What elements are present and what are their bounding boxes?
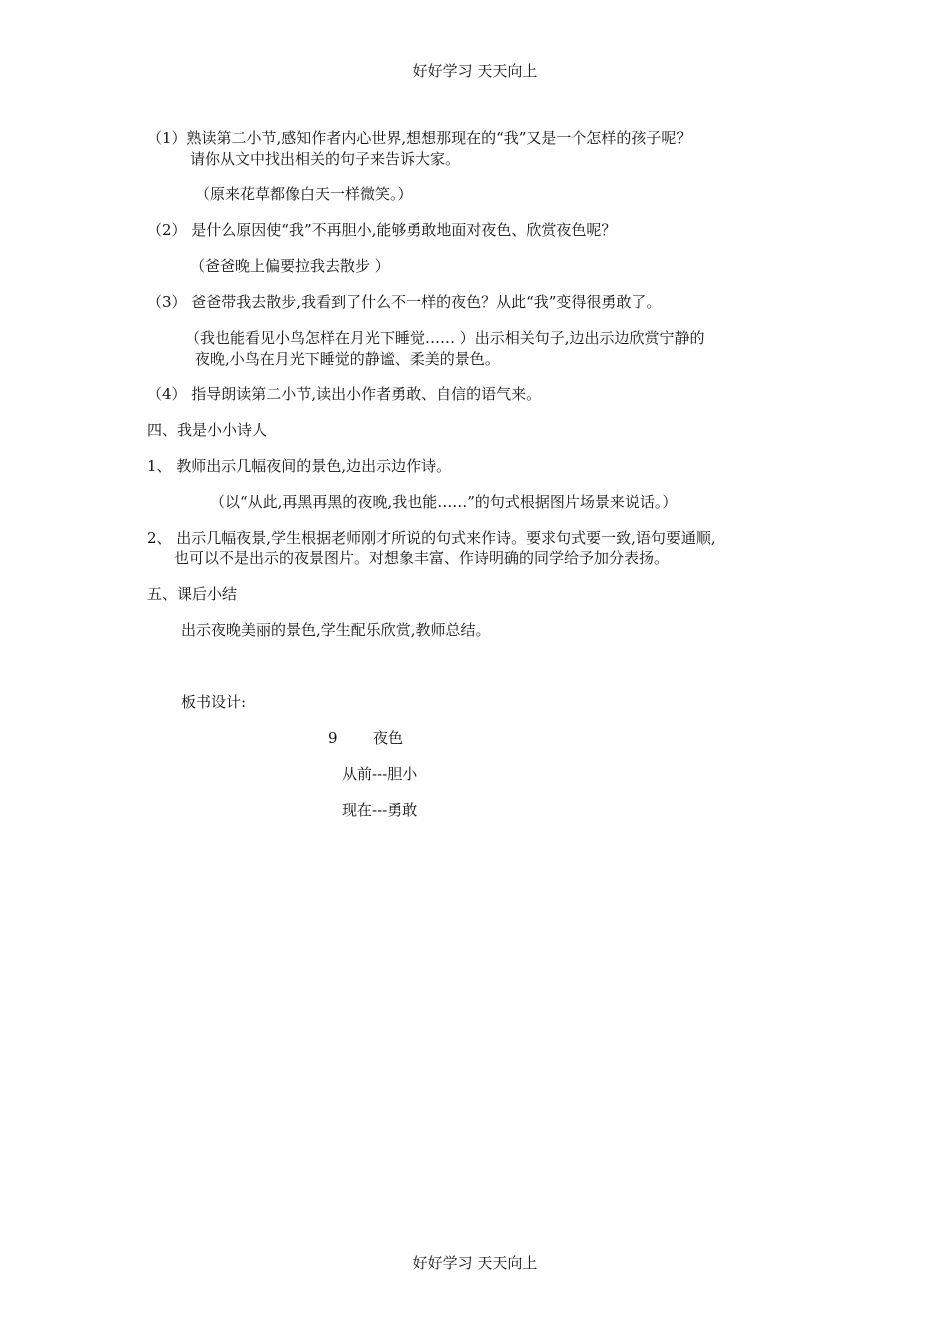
board-lesson-number: 9 bbox=[328, 729, 338, 747]
text-line-question-1-cont: 请你从文中找出相关的句子来告诉大家。 bbox=[190, 150, 461, 168]
text-line-answer-3: （我也能看见小鸟怎样在月光下睡觉…… ）出示相关句子,边出示边欣赏宁静的 bbox=[185, 329, 705, 347]
text-line-answer-2: （爸爸晚上偏要拉我去散步 ） bbox=[190, 257, 390, 275]
text-line-item-2: 2、 出示几幅夜景,学生根据老师刚才所说的句式来作诗。要求句式要一致,语句要通顺, bbox=[147, 529, 716, 547]
text-line-answer-3-cont: 夜晚,小鸟在月光下睡觉的静谧、柔美的景色。 bbox=[195, 350, 500, 368]
section-heading-5: 五、课后小结 bbox=[147, 585, 238, 603]
text-line-summary: 出示夜晚美丽的景色,学生配乐欣赏,教师总结。 bbox=[181, 621, 491, 639]
board-line-now: 现在---勇敢 bbox=[342, 801, 418, 819]
board-line-before: 从前---胆小 bbox=[342, 765, 418, 783]
text-line-question-2: （2） 是什么原因使“我”不再胆小,能够勇敢地面对夜色、欣赏夜色呢？ bbox=[147, 221, 617, 239]
text-line-item-2-cont: 也可以不是出示的夜景图片。对想象丰富、作诗明确的同学给予加分表扬。 bbox=[174, 549, 670, 567]
section-heading-4: 四、我是小小诗人 bbox=[147, 421, 268, 439]
text-line-question-4: （4） 指导朗读第二小节,读出小作者勇敢、自信的语气来。 bbox=[147, 385, 542, 403]
text-line-item-1-detail: （以“从此,再黑再黑的夜晚,我也能……”的句式根据图片场景来说话。） bbox=[210, 493, 678, 511]
text-line-question-3: （3） 爸爸带我去散步,我看到了什么不一样的夜色？从此“我”变得很勇敢了。 bbox=[147, 293, 662, 311]
board-lesson-title: 夜色 bbox=[373, 729, 404, 747]
text-line-answer-1: （原来花草都像白天一样微笑。） bbox=[195, 185, 413, 203]
page-header: 好好学习 天天向上 bbox=[412, 62, 538, 80]
page-footer: 好好学习 天天向上 bbox=[412, 1254, 538, 1272]
text-line-item-1: 1、 教师出示几幅夜间的景色,边出示边作诗。 bbox=[147, 457, 452, 475]
board-design-label: 板书设计: bbox=[181, 693, 247, 711]
text-line-question-1: （1）熟读第二小节,感知作者内心世界,想想那现在的“我”又是一个怎样的孩子呢？ bbox=[147, 129, 692, 147]
